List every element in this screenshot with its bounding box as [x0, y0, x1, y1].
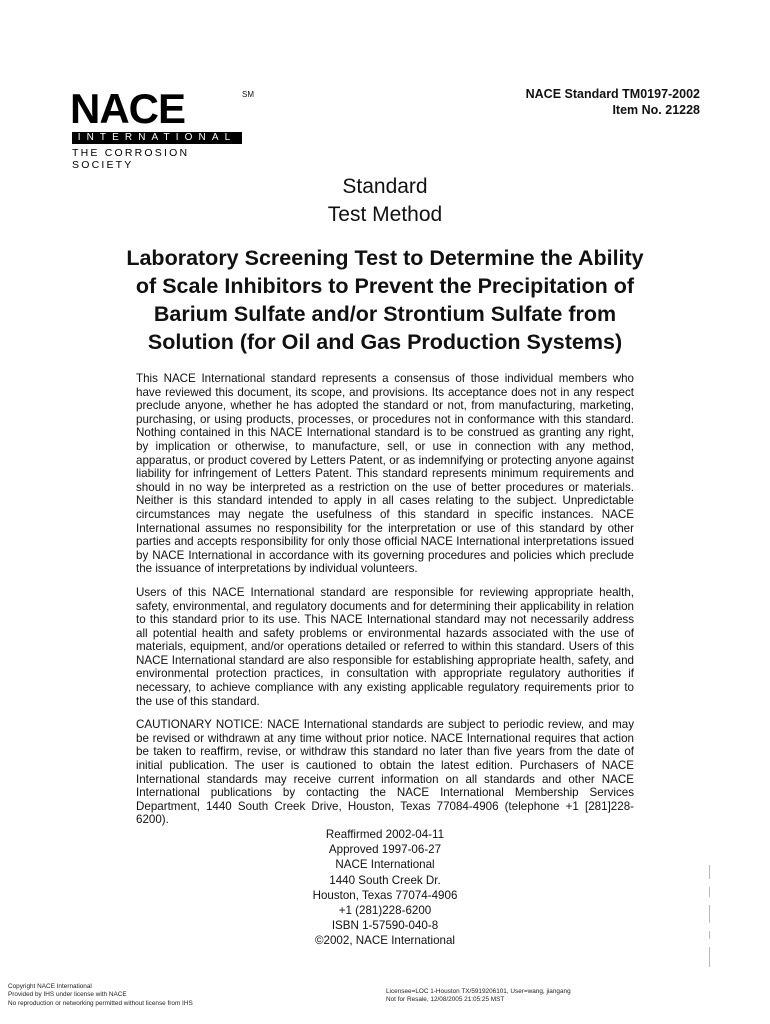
document-body: [136, 372, 634, 837]
copyright-line: ©2002, NACE International: [314, 934, 456, 948]
logo-tagline: THE CORROSION SOCIETY: [72, 147, 190, 171]
document-type: [0, 173, 770, 229]
isbn: ISBN 1-57590-040-8: [331, 919, 439, 933]
publisher-street: 1440 South Creek Dr.: [329, 873, 441, 887]
cautionary-notice-paragraph: CAUTIONARY NOTICE: NACE International standards are subject to periodic review, and may be revised or withdrawn at any time without prior notice. NACE International requires that action be taken to reaffirm, revise, or withdraw this standard no later than five years from the date of initial publication. The user is cautioned to obtain the latest edition. Purchasers of NACE International standards may receive current information on all standards and other NACE International publications by contacting the NACE International Membership Services Department, 1440 South Creek Drive, Houston, Texas 77084-4906 (telephone +1 [281]228-6200).: [136, 718, 634, 827]
publisher-name: NACE International: [335, 858, 435, 872]
title-line: Solution (for Oil and Gas Production Systems): [147, 330, 623, 354]
footer-licensee: Licensee=LOC 1-Houston TX/5919206101, User=wang, jiangang: [386, 988, 571, 995]
document-type-line-1: Standard: [342, 175, 428, 198]
publication-info: [0, 827, 770, 949]
user-responsibility-paragraph: Users of this NACE International standard are responsible for reviewing appropriate health, safety, environmental, and regulatory documents and for determining their applicability in relation to this standard prior to its use. This NACE International standard may not necessarily address all potential health and safety problems or environmental hazards associated with the use of materials, equipment, and/or operations detailed or referred to within this standard. Users of this NACE International standard are also responsible for establishing appropriate health, safety, and environmental protection practices, in consultation with appropriate regulatory authorities if necessary, to achieve compliance with any existing applicable regulatory requirements prior to the use of this standard.: [136, 585, 634, 708]
side-watermark-marks: [706, 865, 716, 975]
logo-service-mark: SM: [242, 90, 254, 99]
footer-resale: Not for Resale, 12/08/2005 21:05:25 MST: [386, 996, 505, 1004]
title-line: Barium Sulfate and/or Strontium Sulfate from: [153, 302, 617, 326]
publisher-city: Houston, Texas 77074-4906: [312, 888, 458, 902]
nace-logo: [70, 85, 254, 171]
publisher-phone: +1 (281)228-6200: [338, 904, 432, 918]
item-number: Item No. 21228: [612, 103, 700, 117]
consensus-paragraph: This NACE International standard represents a consensus of those individual members who have reviewed this document, its scope, and provisions. Its acceptance does not in any respect preclude anyone, whether he has adopted the standard or not, from manufacturing, marketing, purchasing, or using products, processes, or procedures not in conformance with this standard. Nothing contained in this NACE International standard is to be construed as granting any right, by implication or otherwise, to manufacture, sell, or use in connection with any method, apparatus, or product covered by Letters Patent, or as indemnifying or protecting anyone against liability for infringement of Letters Patent. This standard represents minimum requirements and should in no way be interpreted as a restriction on the use of better procedures or materials. Neither is this standard intended to apply in all cases relating to the subject. Unpredictable circumstances may negate the usefulness of this standard in specific instances. NACE International assumes no responsibility for the interpretation or use of this standard by other parties and accepts responsibility for only those official NACE International interpretations issued by NACE International in accordance with its governing procedures and policies which preclude the issuance of interpretations by individual volunteers.: [136, 372, 634, 576]
approved-date: Approved 1997-06-27: [328, 843, 442, 857]
document-type-line-2: Test Method: [327, 203, 443, 226]
standard-identifier: [526, 86, 700, 118]
document-title: [0, 244, 770, 356]
logo-wordmark: NACE: [70, 85, 186, 132]
standard-number: NACE Standard TM0197-2002: [525, 87, 700, 101]
title-line: of Scale Inhibitors to Prevent the Precipitation of: [135, 274, 635, 298]
logo-international-bar: INTERNATIONAL: [72, 132, 242, 144]
footer-license-left: [8, 983, 193, 1008]
footer-provider: Provided by IHS under license with NACE: [8, 991, 127, 999]
reaffirmed-date: Reaffirmed 2002-04-11: [325, 828, 445, 841]
footer-copyright: Copyright NACE International: [8, 983, 92, 990]
title-line: Laboratory Screening Test to Determine the Ability: [126, 246, 644, 270]
footer-reproduction: No reproduction or networking permitted without license from IHS: [8, 999, 193, 1007]
footer-license-right: [386, 988, 571, 1005]
